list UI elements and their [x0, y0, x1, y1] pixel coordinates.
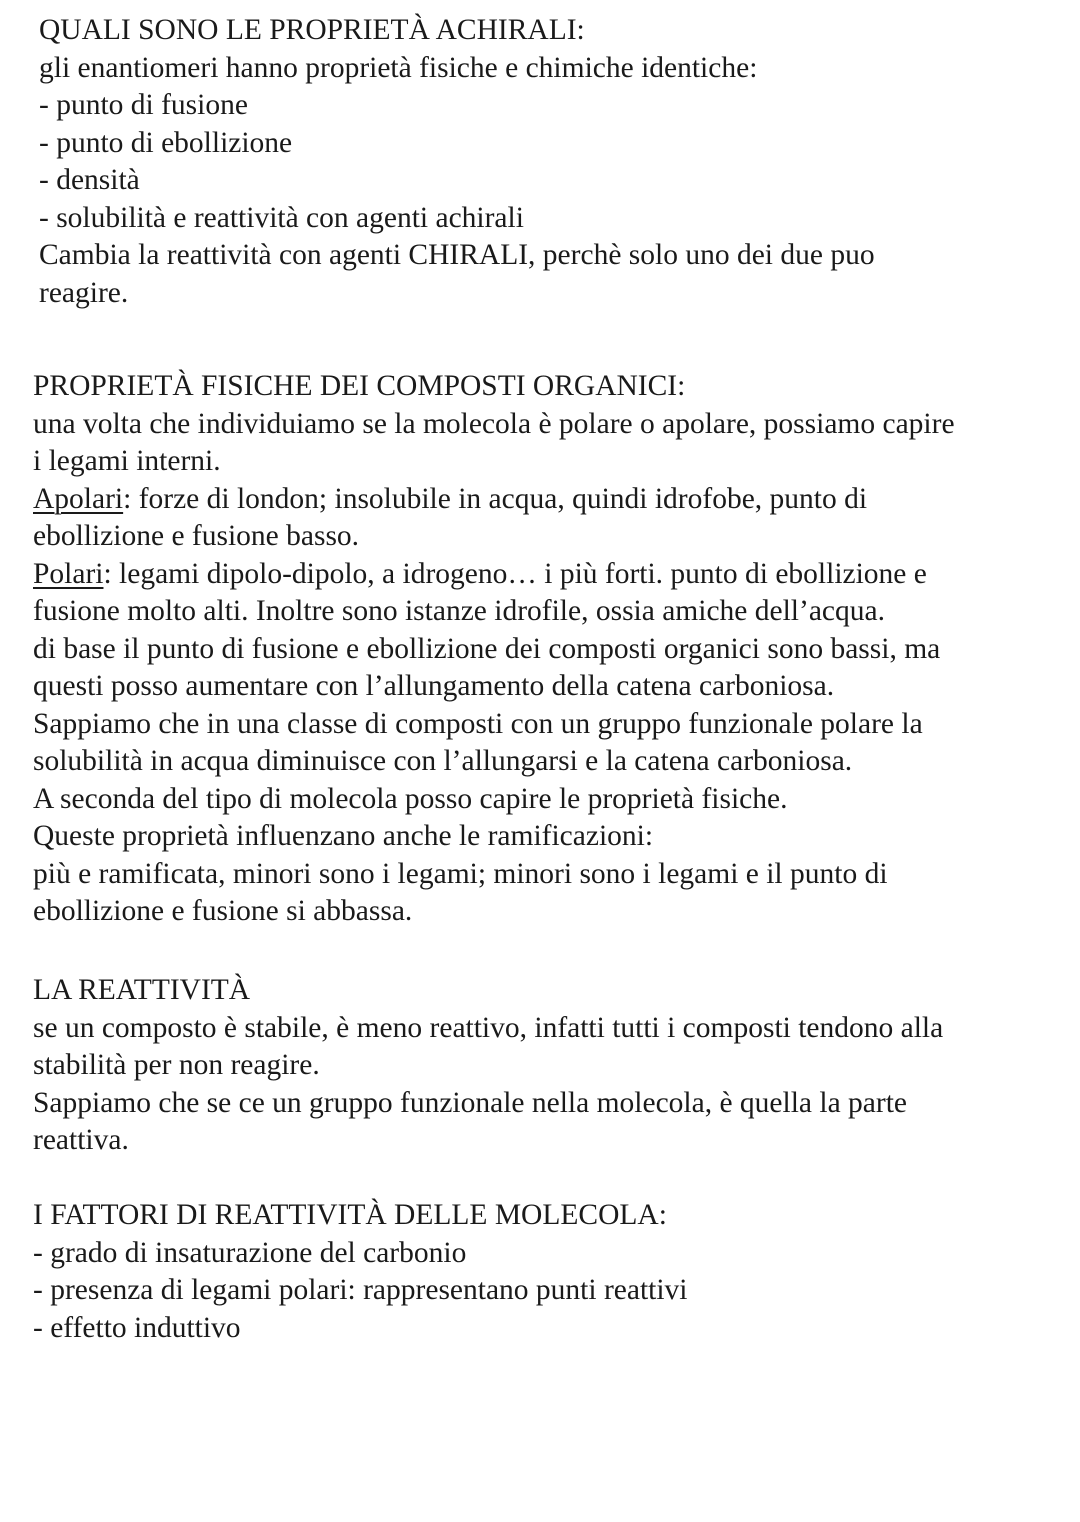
- section-reactivity: [33, 972, 1063, 1160]
- list-item: - punto di fusione: [39, 89, 248, 121]
- text-line: Cambia la reattività con agenti CHIRALI, perchè solo uno dei due puo: [39, 239, 875, 271]
- text-line: di base il punto di fusione e ebollizione dei composti organici sono bassi, ma: [33, 632, 941, 665]
- polari-line: [33, 556, 1063, 594]
- heading-physical-properties: PROPRIETÀ FISICHE DEI COMPOSTI ORGANICI:: [33, 370, 686, 402]
- text-line: i legami interni.: [33, 445, 221, 477]
- text-line: questi posso aumentare con l’allungamento della catena carboniosa.: [33, 670, 835, 702]
- heading-reactivity-factors: I FATTORI DI REATTIVITÀ DELLE MOLECOLA:: [33, 1199, 667, 1231]
- heading-achiral-properties: QUALI SONO LE PROPRIETÀ ACHIRALI:: [39, 14, 585, 46]
- text-line: fusione molto alti. Inoltre sono istanze idrofile, ossia amiche dell’acqua.: [33, 595, 885, 627]
- section-physical-properties: [33, 368, 1063, 931]
- text-line: gli enantiomeri hanno proprietà fisiche e chimiche identiche:: [39, 51, 758, 84]
- text-line: reagire.: [39, 276, 129, 309]
- apolari-term: Apolari: [33, 482, 124, 515]
- text-line: A seconda del tipo di molecola posso capire le proprietà fisiche.: [33, 782, 788, 815]
- list-item: - solubilità e reattività con agenti achirali: [39, 201, 524, 234]
- list-item: - effetto induttivo: [33, 1311, 241, 1344]
- text-line: Queste proprietà influenzano anche le ramificazioni:: [33, 820, 654, 852]
- section-achiral-properties: [39, 12, 1069, 312]
- heading-reactivity: LA REATTIVITÀ: [33, 974, 251, 1006]
- list-item: - densità: [39, 164, 140, 196]
- section-reactivity-factors: [33, 1197, 1063, 1347]
- list-item: - grado di insaturazione del carbonio: [33, 1236, 467, 1269]
- text-line: stabilità per non reagire.: [33, 1049, 320, 1081]
- text-line: reattiva.: [33, 1124, 129, 1156]
- polari-term: Polari: [33, 557, 104, 590]
- text-line: ebollizione e fusione basso.: [33, 520, 360, 552]
- apolari-text: : forze di london; insolubile in acqua, quindi idrofobe, punto di: [123, 482, 868, 515]
- polari-text: : legami dipolo-dipolo, a idrogeno… i più forti. punto di ebollizione e: [103, 557, 927, 590]
- list-item: - punto di ebollizione: [39, 126, 293, 159]
- text-line: più e ramificata, minori sono i legami; minori sono i legami e il punto di: [33, 857, 888, 890]
- list-item: - presenza di legami polari: rappresentano punti reattivi: [33, 1274, 688, 1306]
- text-line: una volta che individuiamo se la molecola è polare o apolare, possiamo capire: [33, 407, 955, 440]
- text-line: Sappiamo che in una classe di composti con un gruppo funzionale polare la: [33, 707, 923, 740]
- text-line: ebollizione e fusione si abbassa.: [33, 895, 413, 927]
- text-line: solubilità in acqua diminuisce con l’allungarsi e la catena carboniosa.: [33, 745, 853, 777]
- apolari-line: [33, 481, 1063, 519]
- text-line: Sappiamo che se ce un gruppo funzionale nella molecola, è quella la parte: [33, 1086, 907, 1119]
- text-line: se un composto è stabile, è meno reattivo, infatti tutti i composti tendono alla: [33, 1011, 944, 1044]
